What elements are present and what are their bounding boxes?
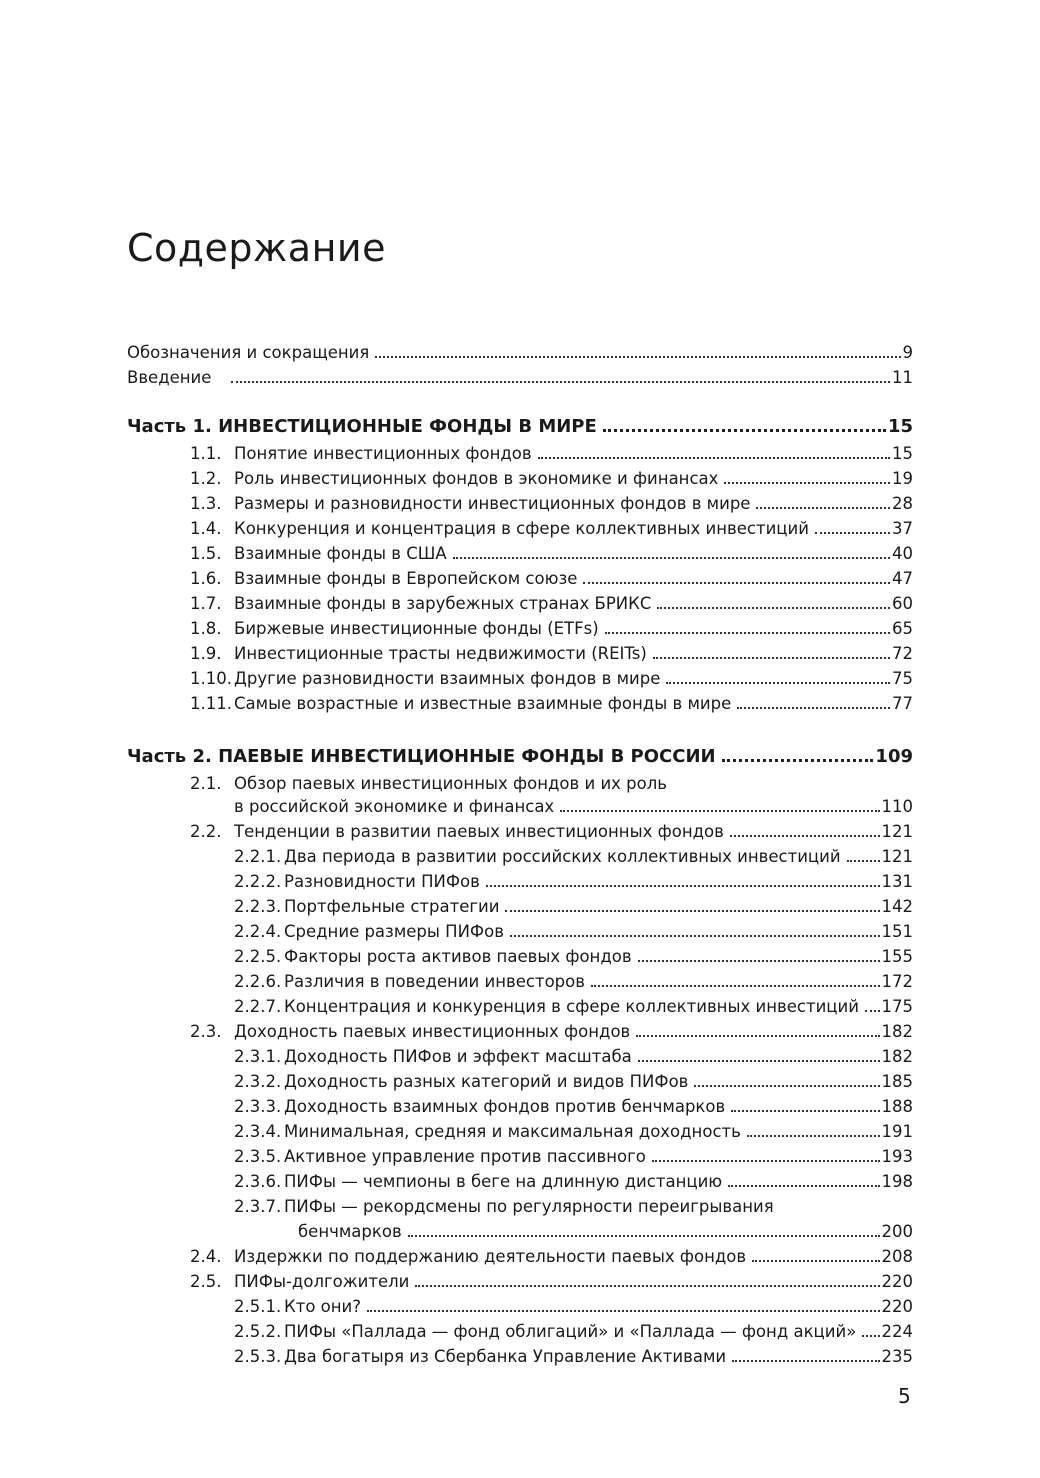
section-number: 1.3. bbox=[190, 494, 222, 513]
section-title: Издержки по поддержанию деятельности паевых фондов bbox=[234, 1247, 747, 1266]
section-page: 40 bbox=[892, 544, 913, 563]
subsection-title: Портфельные стратегии bbox=[284, 897, 500, 916]
subsection-number: 2.2.6. bbox=[234, 972, 282, 991]
dot-leader bbox=[747, 1135, 880, 1137]
section-title: ПИФы-долгожители bbox=[234, 1272, 410, 1291]
section-title: Тенденции в развитии паевых инвестиционных фондов bbox=[234, 822, 724, 841]
section-number: 1.10. bbox=[190, 669, 232, 688]
section-number: 1.9. bbox=[190, 644, 222, 663]
toc-entry-page: 9 bbox=[902, 343, 913, 362]
toc-entry bbox=[127, 666, 913, 691]
subsection-number: 2.2.2. bbox=[234, 872, 282, 891]
toc-subentry bbox=[127, 1319, 913, 1344]
dot-leader bbox=[862, 1335, 879, 1337]
subsection-page: 121 bbox=[881, 847, 913, 866]
section-page: 47 bbox=[892, 569, 913, 588]
subsection-title: Минимальная, средняя и максимальная доходность bbox=[284, 1122, 741, 1141]
section-page: 37 bbox=[892, 519, 913, 538]
toc-part-1 bbox=[127, 413, 913, 441]
section-page: 60 bbox=[892, 594, 913, 613]
section-title: Конкуренция и концентрация в сфере коллективных инвестиций bbox=[234, 519, 809, 538]
toc-entry-abbreviations bbox=[127, 340, 913, 365]
subsection-page: 220 bbox=[881, 1297, 913, 1316]
dot-leader bbox=[666, 682, 890, 684]
subsection-page: 131 bbox=[881, 872, 913, 891]
section-title: Взаимные фонды в Европейском союзе bbox=[234, 569, 578, 588]
toc-subentry bbox=[127, 919, 913, 944]
subsection-number: 2.3.5. bbox=[234, 1147, 282, 1166]
dot-leader bbox=[752, 1260, 879, 1262]
subsection-page: 188 bbox=[881, 1097, 913, 1116]
section-page: 28 bbox=[892, 494, 913, 513]
subsection-title: Различия в поведении инвесторов bbox=[284, 972, 585, 991]
dot-leader bbox=[603, 429, 886, 432]
dot-leader bbox=[486, 885, 880, 887]
section-page: 110 bbox=[881, 797, 913, 816]
subsection-number: 2.3.3. bbox=[234, 1097, 282, 1116]
dot-leader bbox=[722, 759, 874, 762]
section-page: 75 bbox=[892, 669, 913, 688]
subsection-title: Доходность разных категорий и видов ПИФов bbox=[284, 1072, 689, 1091]
section-title: Взаимные фонды в зарубежных странах БРИКС bbox=[234, 594, 652, 613]
subsection-number: 2.2.5. bbox=[234, 947, 282, 966]
dot-leader bbox=[653, 657, 890, 659]
toc-subentry-2-3-7 bbox=[127, 1194, 913, 1219]
section-page: 208 bbox=[881, 1247, 913, 1266]
toc-entry bbox=[127, 491, 913, 516]
toc-subentry bbox=[127, 1144, 913, 1169]
section-title: Размеры и разновидности инвестиционных фондов в мире bbox=[234, 494, 751, 513]
subsection-number: 2.5.3. bbox=[234, 1347, 282, 1366]
toc-subentry bbox=[127, 894, 913, 919]
section-number: 1.8. bbox=[190, 619, 222, 638]
subsection-number: 2.3.1. bbox=[234, 1047, 282, 1066]
section-title: Понятие инвестиционных фондов bbox=[234, 444, 532, 463]
dot-leader bbox=[815, 532, 890, 534]
dot-leader bbox=[724, 482, 890, 484]
section-page: 182 bbox=[881, 1022, 913, 1041]
toc-entry-page: 11 bbox=[892, 368, 913, 387]
dot-leader bbox=[510, 935, 880, 937]
subsection-number: 2.3.4. bbox=[234, 1122, 282, 1141]
dot-leader bbox=[731, 1110, 879, 1112]
toc-entry-2-3 bbox=[127, 1019, 913, 1044]
section-number: 2.1. bbox=[190, 774, 222, 793]
subsection-page: 172 bbox=[881, 972, 913, 991]
dot-leader bbox=[605, 632, 890, 634]
dot-leader bbox=[865, 1010, 880, 1012]
subsection-number: 2.2.3. bbox=[234, 897, 282, 916]
subsection-title: Факторы роста активов паевых фондов bbox=[284, 947, 632, 966]
toc-subentry bbox=[127, 1344, 913, 1369]
toc-subentry bbox=[127, 869, 913, 894]
dot-leader bbox=[367, 1310, 879, 1312]
subsection-number: 2.2.1. bbox=[234, 847, 282, 866]
toc-entry bbox=[127, 566, 913, 591]
section-title-continued: в российской экономике и финансах bbox=[234, 797, 555, 816]
subsection-page: 182 bbox=[881, 1047, 913, 1066]
section-title: Биржевые инвестиционные фонды (ETFs) bbox=[234, 619, 599, 638]
subsection-title: Активное управление против пассивного bbox=[284, 1147, 646, 1166]
table-of-contents bbox=[127, 340, 913, 1369]
toc-entry-introduction bbox=[127, 365, 913, 390]
dot-leader bbox=[732, 1360, 879, 1362]
subsection-page: 200 bbox=[881, 1222, 913, 1241]
subsection-number: 2.3.7. bbox=[234, 1197, 282, 1216]
toc-entry bbox=[127, 466, 913, 491]
dot-leader bbox=[453, 557, 890, 559]
section-number: 1.7. bbox=[190, 594, 222, 613]
toc-entry-2-5 bbox=[127, 1269, 913, 1294]
toc-entry-2-1 bbox=[127, 771, 913, 794]
subsection-page: 151 bbox=[881, 922, 913, 941]
toc-entry bbox=[127, 616, 913, 641]
subsection-number: 2.3.6. bbox=[234, 1172, 282, 1191]
section-page: 121 bbox=[881, 822, 913, 841]
dot-leader bbox=[231, 381, 890, 383]
toc-entry bbox=[127, 591, 913, 616]
part-heading: Часть 1. ИНВЕСТИЦИОННЫЕ ФОНДЫ В МИРЕ bbox=[127, 416, 597, 437]
subsection-number: 2.2.4. bbox=[234, 922, 282, 941]
subsection-page: 175 bbox=[881, 997, 913, 1016]
section-title: Роль инвестиционных фондов в экономике и финансах bbox=[234, 469, 719, 488]
dot-leader bbox=[737, 707, 890, 709]
dot-leader bbox=[591, 985, 880, 987]
subsection-title: Концентрация и конкуренция в сфере коллективных инвестиций bbox=[284, 997, 859, 1016]
dot-leader bbox=[505, 910, 879, 912]
dot-leader bbox=[415, 1285, 879, 1287]
section-title: Доходность паевых инвестиционных фондов bbox=[234, 1022, 631, 1041]
dot-leader bbox=[756, 507, 890, 509]
subsection-page: 185 bbox=[881, 1072, 913, 1091]
subsection-page: 224 bbox=[881, 1322, 913, 1341]
toc-subentry bbox=[127, 944, 913, 969]
section-title: Самые возрастные и известные взаимные фонды в мире bbox=[234, 694, 732, 713]
dot-leader bbox=[375, 356, 900, 358]
toc-entry bbox=[127, 441, 913, 466]
toc-entry-title: Обозначения и сокращения bbox=[127, 343, 370, 362]
subsection-title: Два богатыря из Сбербанка Управление Активами bbox=[284, 1347, 727, 1366]
subsection-title: Разновидности ПИФов bbox=[284, 872, 480, 891]
toc-subentry bbox=[127, 994, 913, 1019]
section-page: 65 bbox=[892, 619, 913, 638]
toc-subentry bbox=[127, 969, 913, 994]
dot-leader bbox=[694, 1085, 879, 1087]
subsection-title: Средние размеры ПИФов bbox=[284, 922, 504, 941]
dot-leader bbox=[657, 607, 890, 609]
toc-entry bbox=[127, 691, 913, 716]
section-page: 77 bbox=[892, 694, 913, 713]
toc-entry-title: Введение bbox=[127, 368, 212, 387]
page-number: 5 bbox=[898, 1384, 911, 1408]
part-page: 109 bbox=[875, 746, 913, 767]
section-page: 220 bbox=[881, 1272, 913, 1291]
subsection-title: Доходность взаимных фондов против бенчмарков bbox=[284, 1097, 726, 1116]
dot-leader bbox=[847, 860, 880, 862]
subsection-title: Два периода в развитии российских коллективных инвестиций bbox=[284, 847, 841, 866]
subsection-page: 155 bbox=[881, 947, 913, 966]
section-number: 2.2. bbox=[190, 822, 222, 841]
subsection-title: Доходность ПИФов и эффект масштаба bbox=[284, 1047, 632, 1066]
subsection-title: ПИФы — чемпионы в беге на длинную дистанцию bbox=[284, 1172, 723, 1191]
section-page: 19 bbox=[892, 469, 913, 488]
section-page: 72 bbox=[892, 644, 913, 663]
toc-subentry bbox=[127, 844, 913, 869]
part-heading: Часть 2. ПАЕВЫЕ ИНВЕСТИЦИОННЫЕ ФОНДЫ В РОССИИ bbox=[127, 746, 716, 767]
toc-subentry bbox=[127, 1294, 913, 1319]
subsection-page: 235 bbox=[881, 1347, 913, 1366]
section-title: Обзор паевых инвестиционных фондов и их роль bbox=[234, 774, 668, 793]
toc-subentry bbox=[127, 1169, 913, 1194]
subsection-number: 2.2.7. bbox=[234, 997, 282, 1016]
subsection-page: 142 bbox=[881, 897, 913, 916]
section-number: 1.2. bbox=[190, 469, 222, 488]
subsection-title: Кто они? bbox=[284, 1297, 362, 1316]
subsection-title: ПИФы «Паллада — фонд облигаций» и «Паллада — фонд акций» bbox=[284, 1322, 857, 1341]
page-title: Содержание bbox=[127, 226, 386, 270]
toc-subentry bbox=[127, 1119, 913, 1144]
section-title: Взаимные фонды в США bbox=[234, 544, 447, 563]
subsection-title-continued: бенчмарков bbox=[298, 1222, 402, 1241]
dot-leader bbox=[560, 810, 879, 812]
dot-leader bbox=[538, 457, 890, 459]
subsection-page: 198 bbox=[881, 1172, 913, 1191]
section-number: 2.5. bbox=[190, 1272, 222, 1291]
toc-entry bbox=[127, 516, 913, 541]
section-page: 15 bbox=[892, 444, 913, 463]
toc-entry bbox=[127, 541, 913, 566]
dot-leader bbox=[638, 960, 880, 962]
subsection-page: 191 bbox=[881, 1122, 913, 1141]
subsection-title: ПИФы — рекордсмены по регулярности переигрывания bbox=[284, 1197, 774, 1216]
subsection-number: 2.5.2. bbox=[234, 1322, 282, 1341]
dot-leader bbox=[730, 835, 880, 837]
part-page: 15 bbox=[887, 416, 913, 437]
subsection-number: 2.3.2. bbox=[234, 1072, 282, 1091]
section-number: 1.11. bbox=[190, 694, 232, 713]
subsection-page: 193 bbox=[881, 1147, 913, 1166]
section-number: 1.5. bbox=[190, 544, 222, 563]
toc-subentry-2-3-7-cont bbox=[127, 1219, 913, 1244]
section-title: Инвестиционные трасты недвижимости (REITs) bbox=[234, 644, 647, 663]
toc-entry-2-2 bbox=[127, 819, 913, 844]
dot-leader bbox=[408, 1235, 880, 1237]
toc-entry bbox=[127, 641, 913, 666]
subsection-number: 2.5.1. bbox=[234, 1297, 282, 1316]
dot-leader bbox=[636, 1035, 879, 1037]
section-title: Другие разновидности взаимных фондов в мире bbox=[234, 669, 661, 688]
toc-part-2 bbox=[127, 743, 913, 771]
section-number: 1.6. bbox=[190, 569, 222, 588]
section-number: 1.1. bbox=[190, 444, 222, 463]
toc-subentry bbox=[127, 1044, 913, 1069]
dot-leader bbox=[728, 1185, 879, 1187]
section-number: 2.3. bbox=[190, 1022, 222, 1041]
toc-entry-2-1-cont bbox=[127, 794, 913, 819]
dot-leader bbox=[583, 582, 890, 584]
dot-leader bbox=[652, 1160, 880, 1162]
toc-subentry bbox=[127, 1094, 913, 1119]
toc-subentry bbox=[127, 1069, 913, 1094]
dot-leader bbox=[638, 1060, 880, 1062]
section-number: 1.4. bbox=[190, 519, 222, 538]
section-number: 2.4. bbox=[190, 1247, 222, 1266]
toc-entry-2-4 bbox=[127, 1244, 913, 1269]
